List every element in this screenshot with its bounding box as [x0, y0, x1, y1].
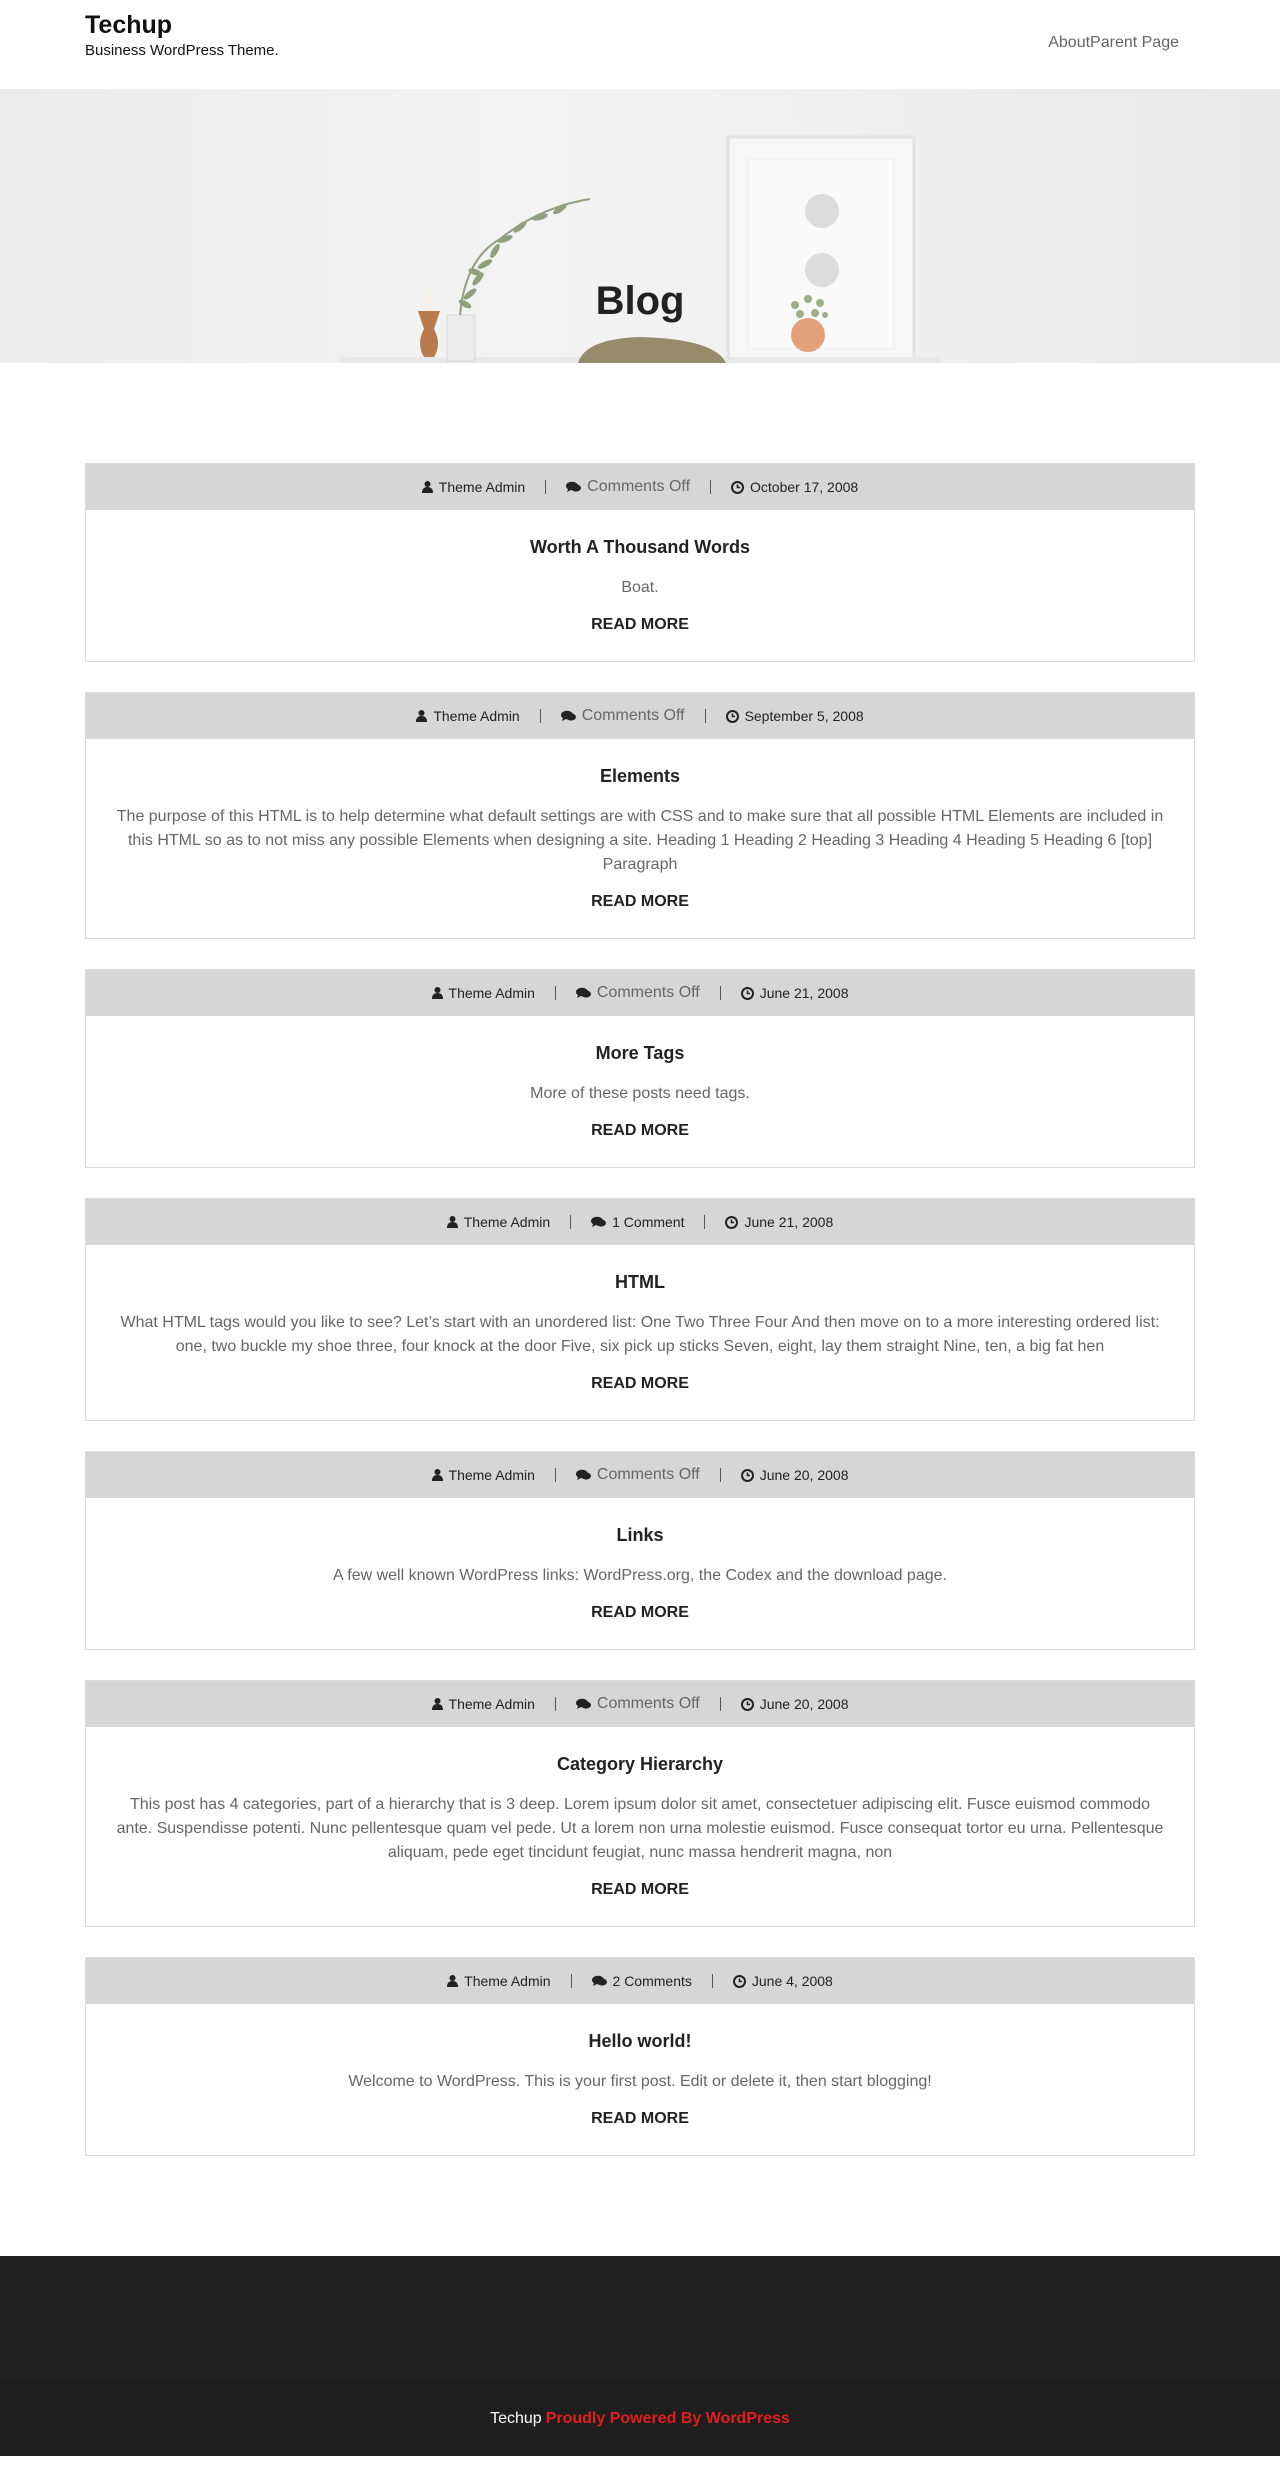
post-author[interactable]: [447, 1973, 550, 1989]
comments-text: 1 Comment: [612, 1214, 685, 1230]
clock-icon: [733, 1975, 746, 1988]
author-name: Theme Admin: [433, 708, 520, 724]
post-card: [85, 1957, 1195, 2156]
post-title[interactable]: Category Hierarchy: [556, 1754, 724, 1774]
post-meta: [86, 1681, 1194, 1727]
comments-icon: [576, 987, 591, 999]
site-title[interactable]: Techup: [85, 11, 173, 39]
post-author[interactable]: [447, 1214, 550, 1230]
post-meta: [86, 1958, 1194, 2004]
read-more-link[interactable]: READ MORE: [591, 1881, 689, 1898]
author-name: Theme Admin: [448, 1467, 535, 1483]
clock-icon: [726, 710, 739, 723]
post-body: [86, 1016, 1194, 1167]
post-meta: [86, 693, 1194, 739]
meta-divider: [710, 480, 711, 494]
post-excerpt: The purpose of this HTML is to help determine what default settings are with CSS and to make sure that all possible HTML Elements are included in this HTML so as to not miss any possible Elements when designing a site. Heading 1 Heading 2 Heading 3 Heading 4 Heading 5 Heading 6 [top] Paragraph: [116, 808, 1164, 873]
post-body: [86, 510, 1194, 661]
post-title[interactable]: Links: [616, 1525, 664, 1545]
user-icon: [432, 987, 443, 999]
branding: [85, 10, 279, 60]
read-more-link[interactable]: READ MORE: [591, 1604, 689, 1621]
post-excerpt: Welcome to WordPress. This is your first post. Edit or delete it, then start blogging!: [348, 2073, 932, 2090]
comments-icon: [591, 1216, 606, 1228]
post-date[interactable]: [725, 1214, 833, 1230]
meta-divider: [540, 709, 541, 723]
comments-icon: [561, 710, 576, 722]
post-comments[interactable]: [576, 984, 700, 1002]
post-date[interactable]: [733, 1973, 833, 1989]
comments-text: Comments Off: [596, 1466, 700, 1483]
post-excerpt: A few well known WordPress links: WordPress.org, the Codex and the download page.: [333, 1567, 947, 1584]
post-card: [85, 1198, 1195, 1421]
date-text: October 17, 2008: [750, 479, 859, 495]
date-text: September 5, 2008: [744, 708, 864, 724]
meta-divider: [720, 986, 721, 1000]
meta-divider: [712, 1974, 713, 1988]
clock-icon: [741, 1469, 754, 1482]
author-name: Theme Admin: [448, 985, 535, 1001]
meta-divider: [555, 1468, 556, 1482]
clock-icon: [725, 1216, 738, 1229]
post-title[interactable]: Elements: [599, 766, 681, 786]
read-more-link[interactable]: READ MORE: [591, 1375, 689, 1392]
post-comments[interactable]: [591, 1214, 684, 1230]
site-header: [0, 0, 1280, 89]
read-more-link[interactable]: READ MORE: [591, 616, 689, 633]
post-date[interactable]: [726, 708, 864, 724]
user-icon: [432, 1469, 443, 1481]
user-icon: [447, 1216, 458, 1228]
date-text: June 20, 2008: [759, 1696, 849, 1712]
meta-divider: [720, 1697, 721, 1711]
author-name: Theme Admin: [438, 479, 526, 495]
post-title[interactable]: Hello world!: [588, 2031, 692, 2051]
post-author[interactable]: [432, 1467, 535, 1483]
meta-divider: [545, 480, 546, 494]
post-card: [85, 1451, 1195, 1650]
post-body: [86, 2004, 1194, 2155]
post-excerpt: More of these posts need tags.: [530, 1085, 750, 1102]
post-author[interactable]: [416, 708, 519, 724]
meta-divider: [570, 1215, 571, 1229]
comments-icon: [576, 1698, 591, 1710]
comments-text: 2 Comments: [612, 1973, 692, 1989]
comments-text: Comments Off: [596, 984, 700, 1001]
clock-icon: [741, 987, 754, 1000]
read-more-link[interactable]: READ MORE: [591, 893, 689, 910]
comments-text: Comments Off: [596, 1695, 700, 1712]
date-text: June 20, 2008: [759, 1467, 849, 1483]
post-title[interactable]: More Tags: [595, 1043, 685, 1063]
footer-copyright: [0, 2382, 1280, 2456]
post-date[interactable]: [741, 1696, 849, 1712]
site-footer: [0, 2256, 1280, 2456]
post-meta: [86, 970, 1194, 1016]
clock-icon: [741, 1698, 754, 1711]
clock-icon: [731, 481, 744, 494]
post-meta: [86, 1199, 1194, 1245]
post-body: [86, 1727, 1194, 1926]
user-icon: [416, 710, 427, 722]
post-comments[interactable]: [592, 1973, 692, 1989]
post-meta: [86, 1452, 1194, 1498]
post-author[interactable]: [432, 985, 535, 1001]
post-excerpt: This post has 4 categories, part of a hierarchy that is 3 deep. Lorem ipsum dolor sit amet, consectetuer adipiscing elit. Fusce euismod commodo ante. Suspendisse potenti. Nunc pellentesque quam vel pede. Ut a lorem non urna molestie euismod. Fusce consequat tortor eu urna. Pellentesque aliquam, pede eget tincidunt feugiat, nunc massa hendrerit magna, non: [116, 1796, 1164, 1861]
comments-text: Comments Off: [581, 707, 685, 724]
post-meta: [86, 464, 1194, 510]
post-excerpt: Boat.: [621, 579, 659, 596]
post-title[interactable]: Worth A Thousand Words: [530, 537, 750, 557]
meta-divider: [571, 1974, 572, 1988]
meta-divider: [704, 1215, 705, 1229]
post-body: [86, 1498, 1194, 1649]
page-title: Blog: [595, 279, 685, 323]
post-card: [85, 463, 1195, 662]
user-icon: [432, 1698, 443, 1710]
nav-item-parent-page[interactable]: Parent Page: [1090, 34, 1179, 51]
comments-text: Comments Off: [587, 478, 691, 495]
comments-icon: [566, 481, 581, 493]
post-comments[interactable]: [566, 478, 690, 496]
post-author[interactable]: [422, 479, 525, 495]
meta-divider: [555, 1697, 556, 1711]
meta-divider: [705, 709, 706, 723]
footer-site-name: Techup: [490, 2410, 542, 2427]
post-author[interactable]: [432, 1696, 535, 1712]
post-comments[interactable]: [576, 1466, 700, 1484]
post-title[interactable]: HTML: [615, 1272, 665, 1292]
post-body: [86, 739, 1194, 938]
post-card: [85, 969, 1195, 1168]
hero-banner: [0, 89, 1280, 363]
author-name: Theme Admin: [463, 1214, 551, 1230]
post-comments[interactable]: [576, 1695, 700, 1713]
post-card: [85, 692, 1195, 939]
main-nav: [1048, 34, 1179, 52]
posts-list: [0, 463, 1280, 2156]
post-excerpt: What HTML tags would you like to see? Let’s start with an unordered list: One Two Three Four And then move on to a more interesting ordered list: one, two buckle my shoe three, four knock at the door Five, six pick up sticks Seven, eight, lay them straight Nine, ten, a big fat hen: [120, 1314, 1160, 1355]
post-date[interactable]: [741, 985, 849, 1001]
post-card: [85, 1680, 1195, 1927]
footer-powered-link[interactable]: Proudly Powered By WordPress: [545, 2410, 790, 2427]
post-date[interactable]: [731, 479, 858, 495]
date-text: June 21, 2008: [744, 1214, 834, 1230]
post-date[interactable]: [741, 1467, 849, 1483]
comments-icon: [592, 1975, 607, 1987]
site-description: Business WordPress Theme.: [85, 42, 279, 59]
meta-divider: [720, 1468, 721, 1482]
post-comments[interactable]: [561, 707, 685, 725]
read-more-link[interactable]: READ MORE: [591, 2110, 689, 2127]
nav-item-about[interactable]: About: [1048, 34, 1091, 51]
date-text: June 21, 2008: [759, 985, 849, 1001]
user-icon: [447, 1975, 458, 1987]
user-icon: [422, 481, 433, 493]
post-body: [86, 1245, 1194, 1420]
author-name: Theme Admin: [448, 1696, 535, 1712]
read-more-link[interactable]: READ MORE: [591, 1122, 689, 1139]
comments-icon: [576, 1469, 591, 1481]
author-name: Theme Admin: [464, 1973, 551, 1989]
date-text: June 4, 2008: [751, 1973, 833, 1989]
meta-divider: [555, 986, 556, 1000]
